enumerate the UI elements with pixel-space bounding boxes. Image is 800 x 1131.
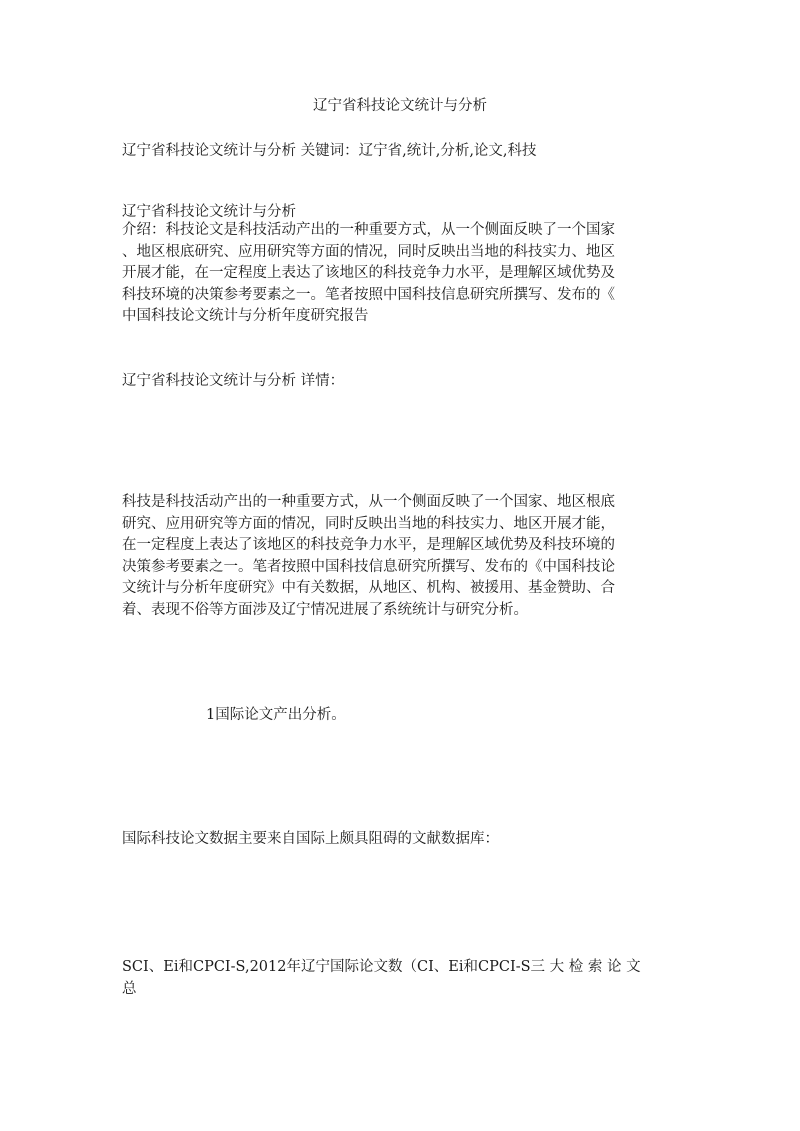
- sci-paragraph: [122, 957, 680, 1000]
- intro-line: 科技环境的决策参考要素之一。笔者按照中国科技信息研究所撰写、发布的《: [122, 286, 615, 303]
- intro-line: 开展才能，在一定程度上表达了该地区的科技竞争力水平，是理解区域优势及: [122, 265, 615, 281]
- intro-line: 介绍：科技论文是科技活动产出的一种重要方式，从一个侧面反映了一个国家: [122, 222, 615, 238]
- body-line: 文统计与分析年度研究》中有关数据，从地区、机构、被援用、基金赞助、合: [122, 580, 615, 596]
- intro-line: 中国科技论文统计与分析年度研究报告: [122, 308, 369, 324]
- body-line: 研究、应用研究等方面的情况，同时反映出当地的科技实力、地区开展才能，: [122, 515, 615, 532]
- body-paragraph: [122, 492, 680, 621]
- document-title: 辽宁省科技论文统计与分析: [313, 98, 487, 114]
- intro-heading: 辽宁省科技论文统计与分析: [122, 204, 296, 220]
- body-line: 科技是科技活动产出的一种重要方式，从一个侧面反映了一个国家、地区根底: [122, 494, 615, 510]
- keywords-line: 辽宁省科技论文统计与分析 关键词：辽宁省,统计,分析,论文,科技: [122, 143, 537, 159]
- body-line: 决策参考要素之一。笔者按照中国科技信息研究所撰写、发布的《中国科技论: [122, 558, 615, 575]
- sci-line: SCI、Ei和CPCI-S,2012年辽宁国际论文数（CI、Ei和CPCI-S三 大 检 索 论 文: [122, 959, 641, 975]
- body-line: 在一定程度上表达了该地区的科技竞争力水平，是理解区域优势及科技环境的: [122, 537, 615, 553]
- intl-database-line: 国际科技论文数据主要来自国际上颇具阻碍的文献数据库：: [122, 831, 499, 847]
- sci-line: 总: [122, 980, 137, 997]
- intro-paragraph: [122, 220, 680, 328]
- body-line: 着、表现不俗等方面涉及辽宁情况进展了系统统计与研究分析。: [122, 601, 528, 618]
- intro-line: 、地区根底研究、应用研究等方面的情况，同时反映出当地的科技实力、地区: [122, 243, 615, 260]
- details-line: 辽宁省科技论文统计与分析 详情：: [122, 373, 345, 389]
- section-heading: 1国际论文产出分析。: [206, 707, 346, 723]
